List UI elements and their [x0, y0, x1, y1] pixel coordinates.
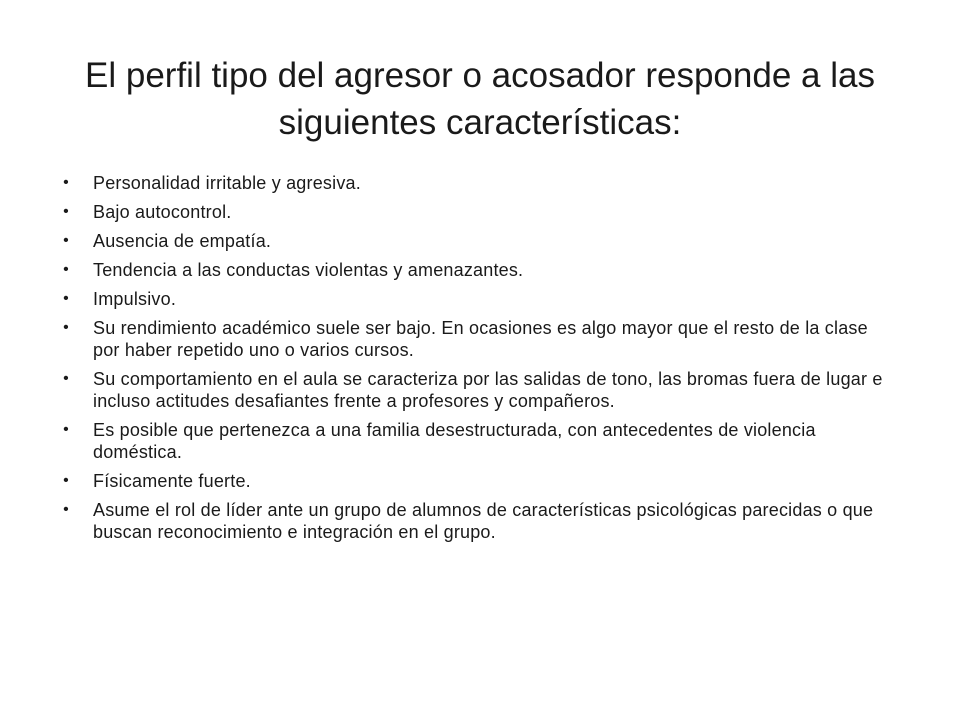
list-item-text: Tendencia a las conductas violentas y amenazantes.	[93, 260, 524, 280]
bullet-icon: •	[63, 370, 69, 387]
bullet-icon: •	[63, 501, 69, 518]
slide-title: El perfil tipo del agresor o acosador responde a las siguientes características:	[85, 56, 875, 142]
bullet-icon: •	[63, 232, 69, 249]
list-item-text: Impulsivo.	[93, 289, 177, 309]
list-item	[60, 368, 890, 412]
list-item-text: Ausencia de empatía.	[93, 231, 272, 251]
bullet-list	[60, 172, 890, 550]
bullet-icon: •	[63, 174, 69, 191]
list-item	[60, 499, 890, 543]
list-item-text: Su comportamiento en el aula se caracteriza por las salidas de tono, las bromas fuera de lugar e incluso actitudes desafiantes frente a profesores y compañeros.	[93, 369, 883, 411]
list-item-text: Asume el rol de líder ante un grupo de alumnos de características psicológicas parecidas o que buscan reconocimiento e integración en el grupo.	[93, 500, 874, 542]
bullet-icon: •	[63, 203, 69, 220]
bullet-icon: •	[63, 319, 69, 336]
list-item	[60, 172, 890, 194]
bullet-icon: •	[63, 472, 69, 489]
bullet-icon: •	[63, 261, 69, 278]
list-item	[60, 419, 890, 463]
list-item-text: Bajo autocontrol.	[93, 202, 232, 222]
bullet-icon: •	[63, 421, 69, 438]
list-item-text: Personalidad irritable y agresiva.	[93, 173, 361, 193]
list-item	[60, 230, 890, 252]
list-item-text: Es posible que pertenezca a una familia desestructurada, con antecedentes de violencia doméstica.	[93, 420, 816, 462]
list-item	[60, 288, 890, 310]
list-item	[60, 317, 890, 361]
list-item-text: Físicamente fuerte.	[93, 471, 251, 491]
list-item-text: Su rendimiento académico suele ser bajo. En ocasiones es algo mayor que el resto de la clase por haber repetido uno o varios cursos.	[93, 318, 868, 360]
list-item	[60, 259, 890, 281]
bullet-icon: •	[63, 290, 69, 307]
list-item	[60, 470, 890, 492]
list-item	[60, 201, 890, 223]
